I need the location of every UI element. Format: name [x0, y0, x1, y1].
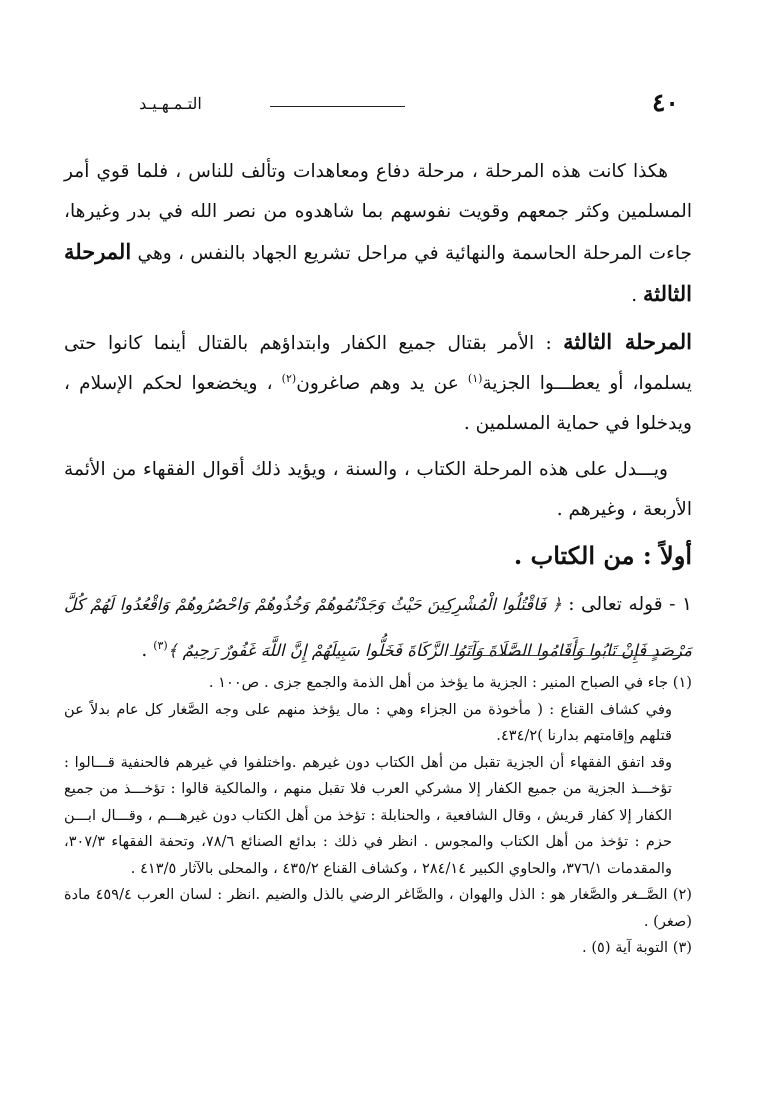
running-header: التـمـهـيـد	[139, 94, 202, 113]
paragraph-2-text-b: عن يد وهم صاغرون	[296, 373, 459, 394]
footnote-2: (٢) الصَّــغر والصَّغار هو : الذل والهوان ، والصَّاغر الرضي بالذل والضيم .انظر : لسان العرب ٤٥٩/٤ مادة (صغر) .	[64, 886, 692, 930]
footnote-ref-2: (٢)	[281, 371, 297, 385]
verse-intro: ١ - قوله تعالى :	[568, 594, 692, 615]
verse-end: .	[141, 640, 148, 661]
footnote-1-line-2: وفي كشاف القناع : ( مأخوذة من الجزاء وهي : مال يؤخذ منهم على وجه الصَّغار كل عام بدلاً عن قتلهم وإقامتهم بدارنا )٤٣٤/٢.	[64, 700, 672, 744]
paragraph-1-text: هكذا كانت هذه المرحلة ، مرحلة دفاع ومعاهدات وتألف للناس ، فلما قوي أمر المسلمين وكثر جمعهم وقويت نفوسهم بما شاهدوه من نصر الله في بدر وغيرها، جاءت المرحلة الحاسمة والنهائية في مراحل تشريع الجهاد بالنفس ، وهي	[64, 161, 692, 264]
paragraph-3: ويـــدل على هذه المرحلة الكتاب ، والسنة ، ويؤيد ذلك أقوال الفقهاء من الأئمة الأربعة ، وغيرهم .	[64, 459, 692, 520]
paragraph-2-text-c: ، ويخضعوا لحكم الإسلام ، ويدخلوا في حماية المسلمين .	[64, 373, 692, 434]
footnote-ref-3: (٣)	[153, 638, 168, 652]
footnote-separator	[450, 655, 690, 656]
page-number: ٤٠	[652, 88, 679, 117]
quran-verse: ﴿ فَاقْتُلُوا الْمُشْرِكِينَ حَيْثُ وَجَدْتُمُوهُمْ وَخُذُوهُمْ وَاحْصُرُوهُمْ وَاقْعُدُوا لَهُمْ كُلَّ مَرْصَدٍ فَإِنْ تَابُوا وَأَقَامُوا الصَّلَاةَ وَآتَوُا الزَّكَاةَ فَخَلُّوا سَبِيلَهُمْ إِنَّ اللَّهَ غَفُورٌ رَحِيمٌ ﴾	[64, 595, 692, 660]
phase-three-heading: المرحلة الثالثة	[563, 329, 692, 354]
main-text	[64, 152, 692, 680]
phase-three-inline: المرحلة الثالثة	[64, 239, 692, 306]
paragraph-2-text-a: : الأمر بقتال جميع الكفار وابتداؤهم بالقتال أينما كانوا حتى يسلموا، أو يعطـــوا الجزية	[64, 333, 692, 394]
footnote-1-line-1: (١) جاء في الصباح المنير : الجزية ما يؤخذ من أهل الذمة والجمع جزى . ص١٠٠ .	[208, 674, 692, 691]
footnote-1-line-3: وقد اتفق الفقهاء أن الجزية تقبل من أهل الكتاب دون غيرهم .واختلفوا في غيرهم فالحنفية قـــالوا : تؤخـــذ الجزية من جميع الكفار إلا مشركي العرب فلا تقبل منهم ، والمالكية قالوا : تؤخـــذ من جميع الكفار إلا كفار قريش ، وقال الشافعية ، والحنابلة : تؤخذ من أهل الكتاب دون غيرهـــم ، وقـــال ابـــن حزم : تؤخذ من أهل الكتاب والمجوس . انظر في ذلك : بدائع الصنائع ٧٨/٦، وتحفة الفقهاء ٣٠٧/٣، والمقدمات ٣٧٦/١، والحاوي الكبير ٢٨٤/١٤ ، وكشاف القناع ٤٣٥/٢ ، والمحلى بالآثار ٤١٣/٥ .	[64, 753, 672, 877]
paragraph-2	[64, 322, 692, 444]
paragraph-1-end: .	[631, 285, 638, 306]
paragraph-1	[64, 152, 692, 316]
footnotes	[64, 670, 692, 962]
section-heading: أولاً : من الكتاب .	[513, 541, 692, 570]
footnote-ref-1: (١)	[467, 371, 483, 385]
verse-block	[64, 582, 692, 674]
header-rule	[270, 106, 405, 107]
footnote-3: (٣) التوبة آية (٥) .	[582, 939, 692, 956]
